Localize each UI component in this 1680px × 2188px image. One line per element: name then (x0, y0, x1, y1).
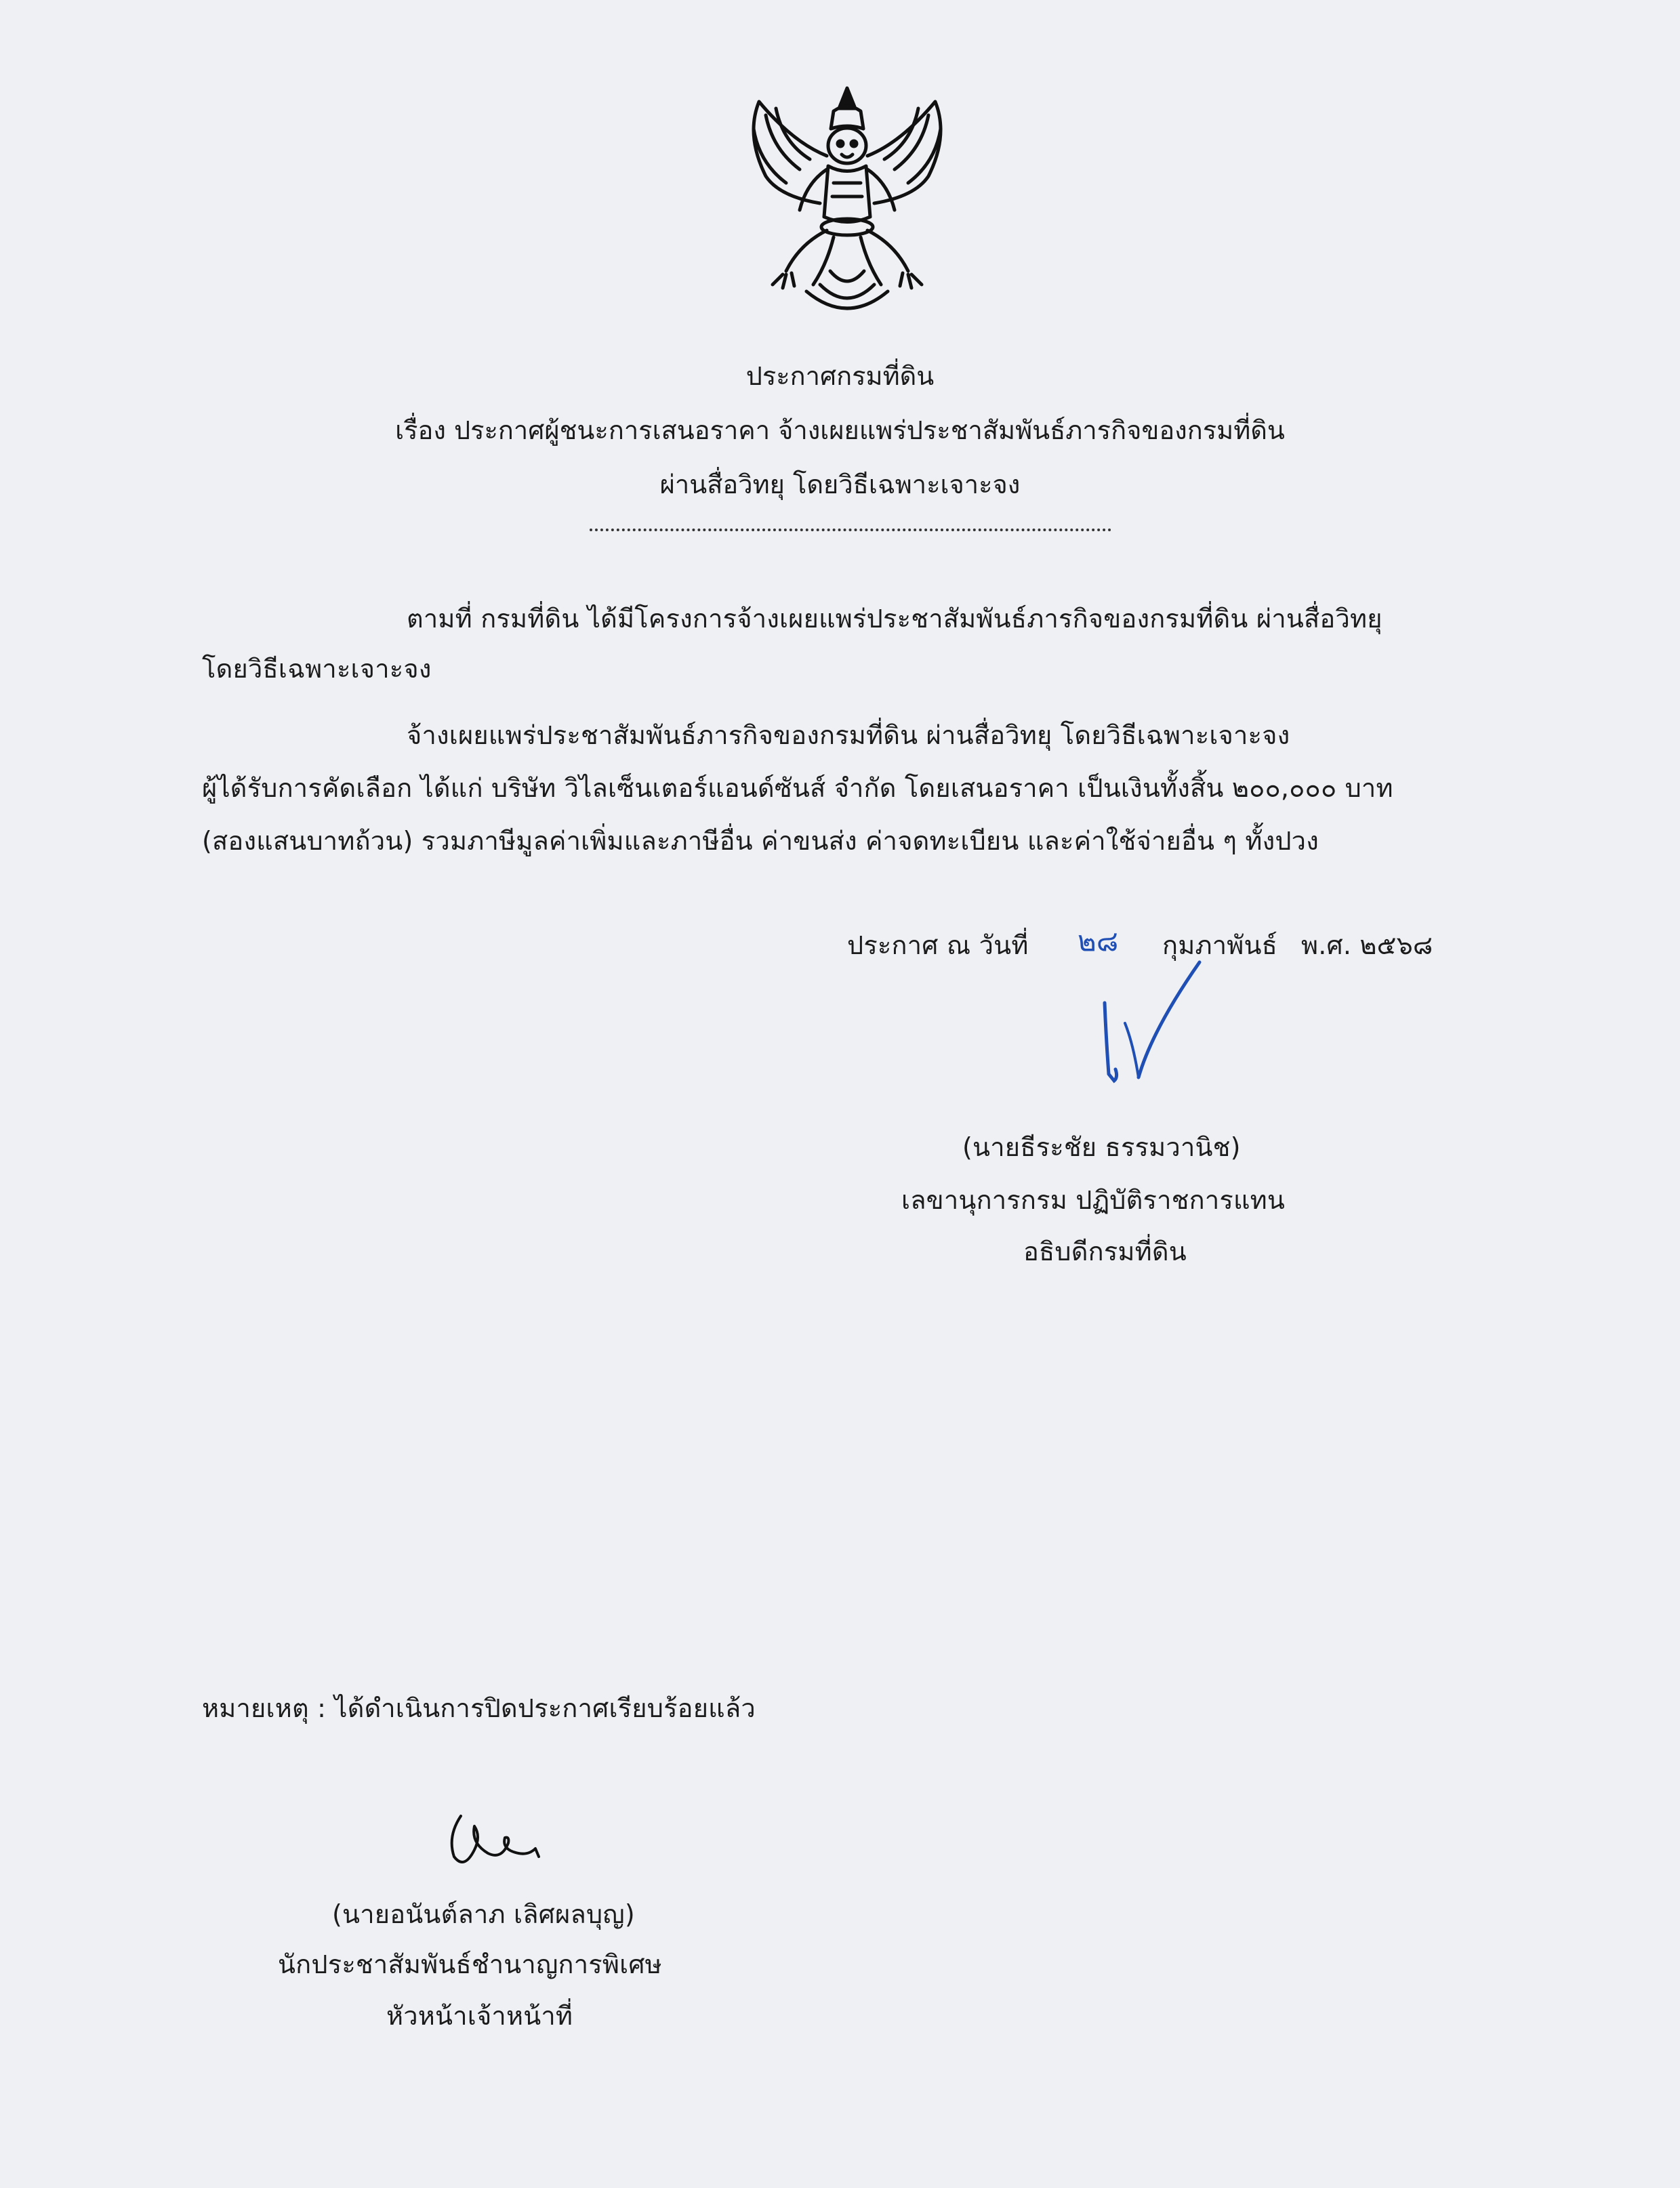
paragraph-1-line-1: ตามที่ กรมที่ดิน ได้มีโครงการจ้างเผยแพร่ประชาสัมพันธ์ภารกิจของกรมที่ดิน ผ่านสื่อวิทยุ (407, 604, 1382, 634)
subject-line-2: ผ่านสื่อวิทยุ โดยวิธีเฉพาะเจาะจง (659, 470, 1021, 499)
paragraph-1-line-2: โดยวิธีเฉพาะเจาะจง (202, 654, 432, 684)
officer-position: นักประชาสัมพันธ์ชำนาญการพิเศษ (278, 1949, 662, 1979)
date-day-handwritten: ๒๘ (1078, 924, 1119, 957)
date-year: พ.ศ. ๒๕๖๘ (1301, 930, 1433, 960)
subject-line-1: เรื่อง ประกาศผู้ชนะการเสนอราคา จ้างเผยแพร่ประชาสัมพันธ์ภารกิจของกรมที่ดิน (395, 415, 1285, 445)
signatory-org: อธิบดีกรมที่ดิน (1023, 1237, 1187, 1266)
officer-role: หัวหน้าเจ้าหน้าที่ (386, 2001, 573, 2031)
officer-signature (434, 1796, 569, 1877)
signatory-name: (นายธีระชัย ธรรมวานิช) (962, 1132, 1241, 1162)
separator-dotted-line (590, 529, 1111, 531)
note-text: หมายเหตุ : ได้ดำเนินการปิดประกาศเรียบร้อยแล้ว (202, 1693, 756, 1723)
signatory-position: เลขานุการกรม ปฏิบัติราชการแทน (901, 1185, 1286, 1215)
garuda-emblem-icon (718, 81, 976, 325)
date-prefix: ประกาศ ณ วันที่ (847, 930, 1029, 960)
signatory-signature (1084, 949, 1220, 1111)
paragraph-2-line-3: (สองแสนบาทถ้วน) รวมภาษีมูลค่าเพิ่มและภาษีอื่น ค่าขนส่ง ค่าจดทะเบียน และค่าใช้จ่ายอื่น ๆ ทั้งปวง (202, 826, 1319, 856)
issuer-heading: ประกาศกรมที่ดิน (745, 361, 935, 391)
paragraph-2-line-1: จ้างเผยแพร่ประชาสัมพันธ์ภารกิจของกรมที่ดิน ผ่านสื่อวิทยุ โดยวิธีเฉพาะเจาะจง (407, 720, 1290, 750)
paragraph-2-line-2: ผู้ได้รับการคัดเลือก ได้แก่ บริษัท วิไลเซ็นเตอร์แอนด์ซันส์ จำกัด โดยเสนอราคา เป็นเงินทั้งสิ้น ๒๐๐,๐๐๐ บาท (202, 773, 1393, 803)
officer-name: (นายอนันต์ลาภ เลิศผลบุญ) (332, 1899, 635, 1929)
date-month: กุมภาพันธ์ (1162, 930, 1278, 960)
